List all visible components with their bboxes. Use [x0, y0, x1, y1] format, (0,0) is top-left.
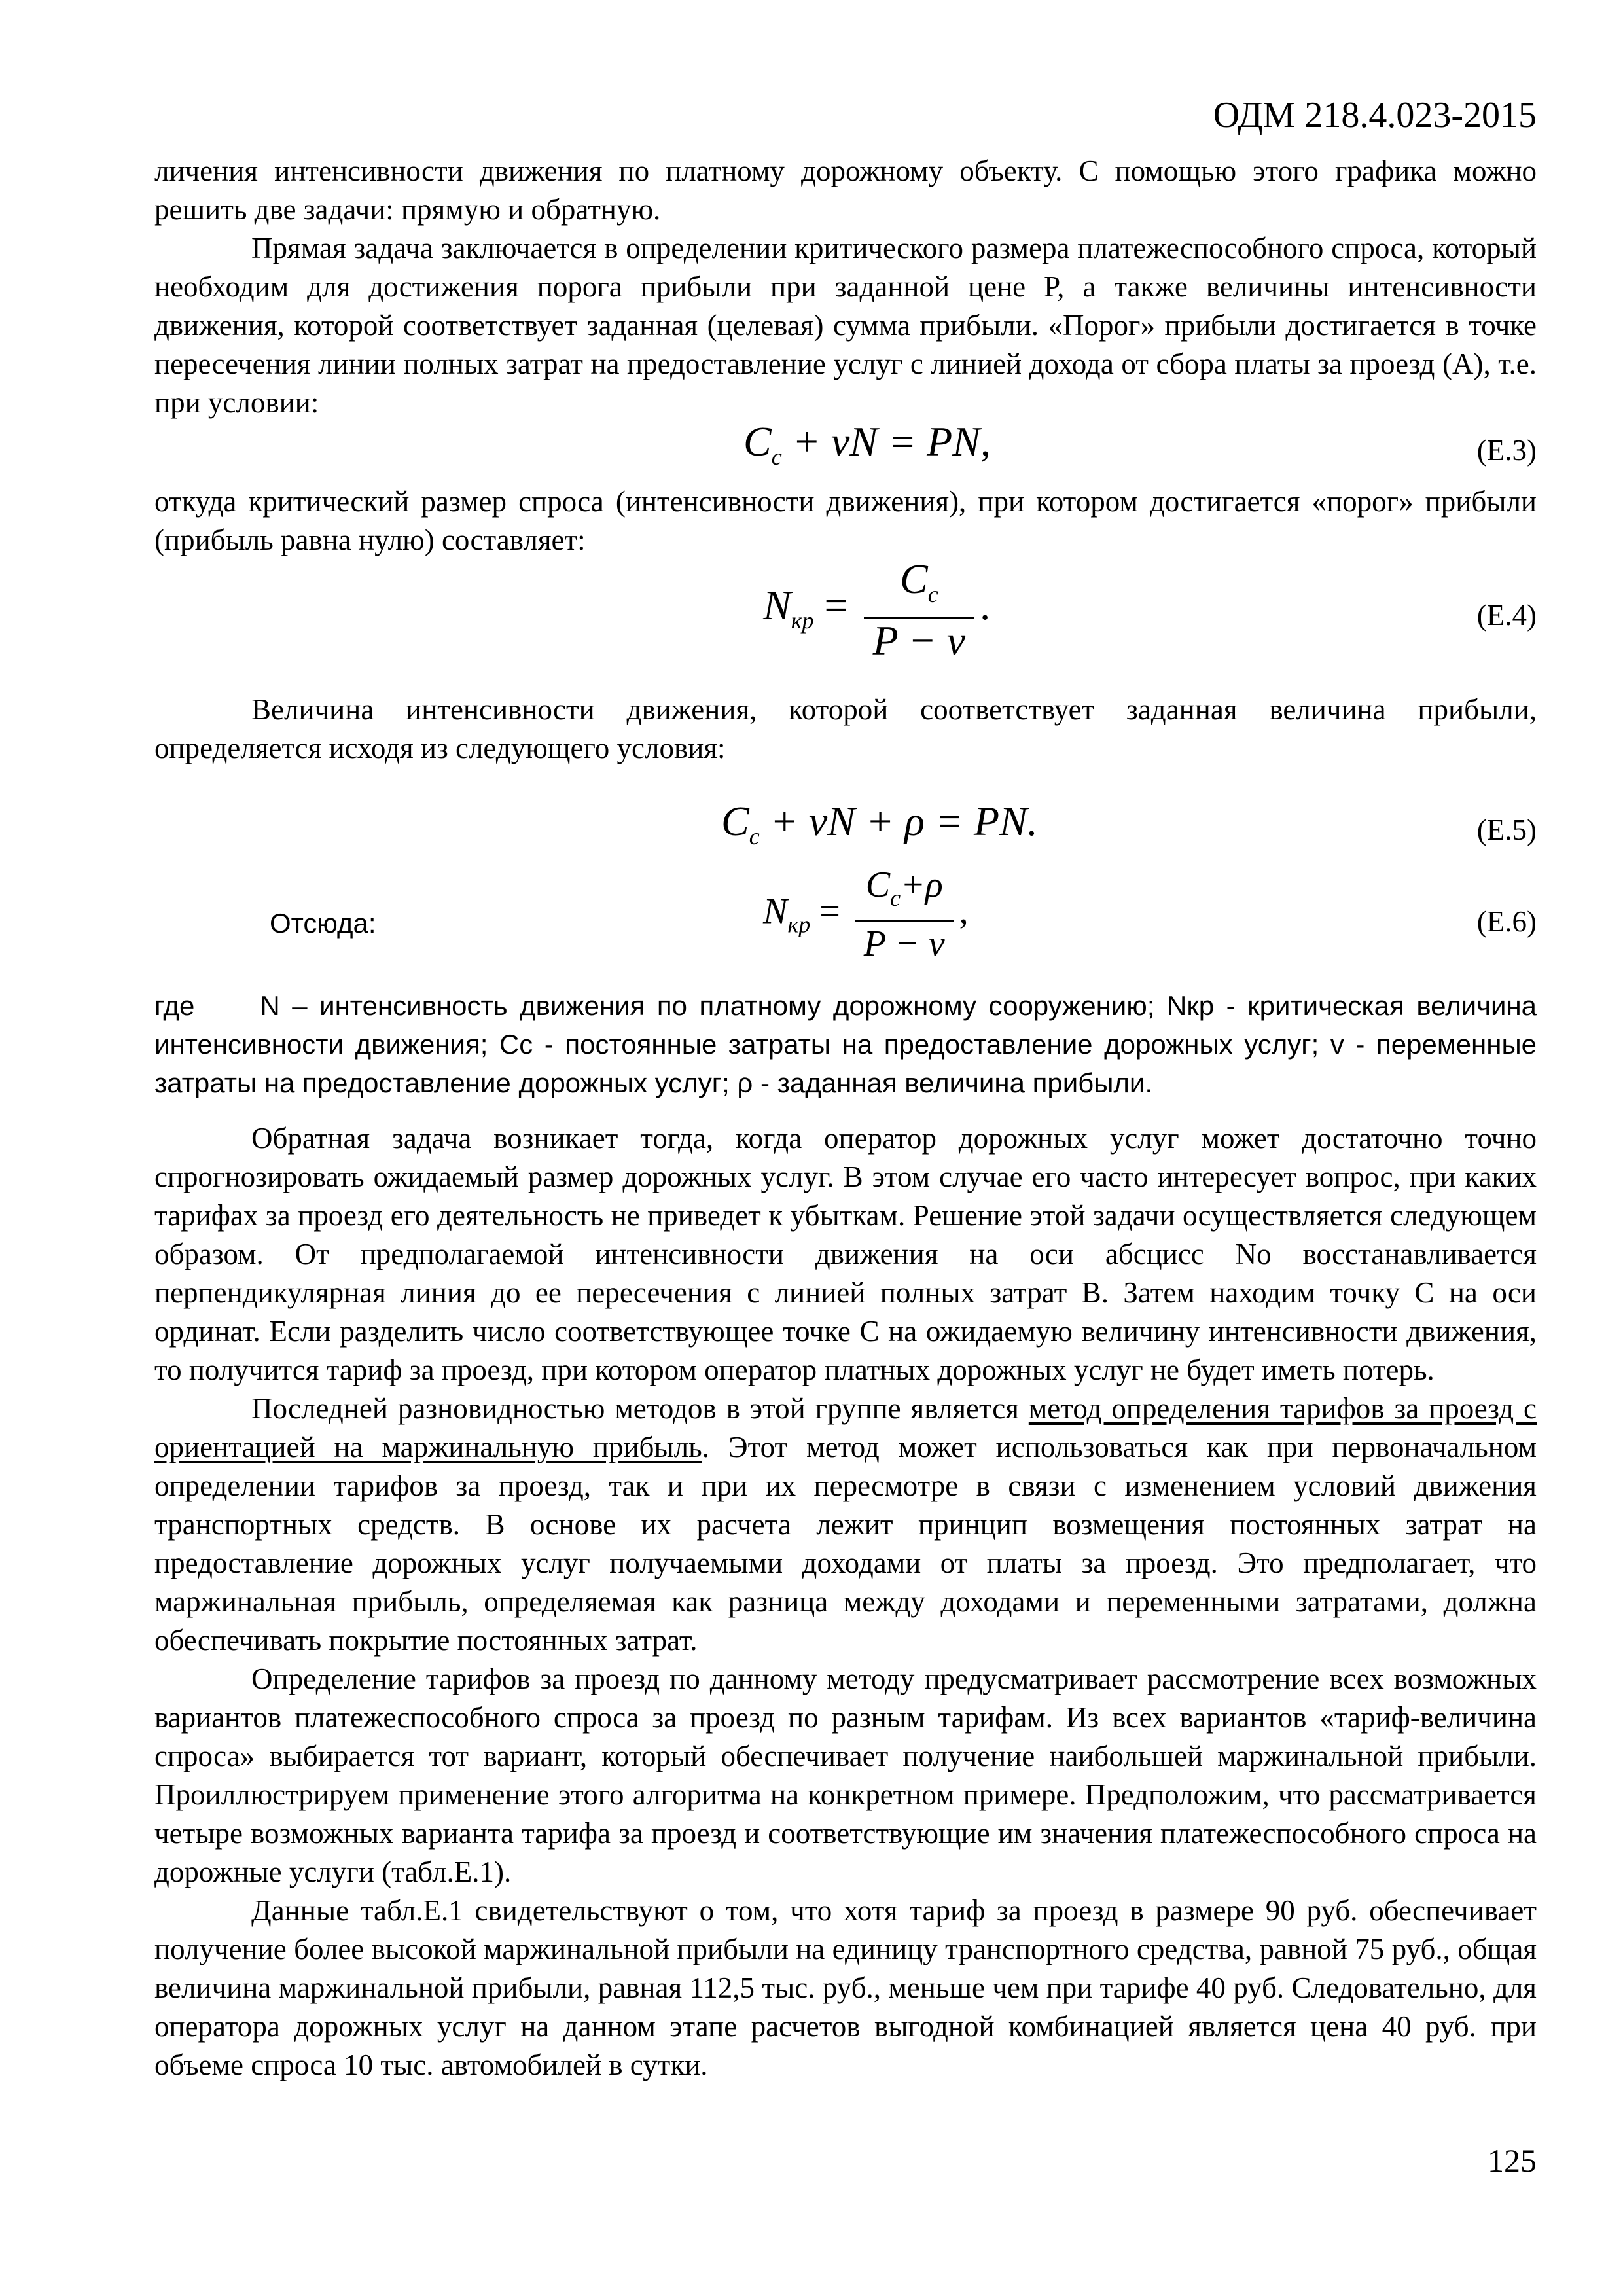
equation-e5: [154, 768, 1537, 866]
document-code-header: ОДМ 218.4.023-2015: [1213, 95, 1537, 135]
paragraph-direct-task: Прямая задача заключается в определении критического размера платежеспособного спроса, который необходим для достижения порога прибыли при заданной цене P, а также величины интенсивности движения, которой соответствует заданная (целевая) сумма прибыли. «Порог» прибыли достигается в точке пересечения линии полных затрат на предоставление услуг с линией дохода от сбора платы за проезд (А), т.е. при условии:: [154, 232, 1537, 419]
equation-e5-number: (Е.5): [1476, 814, 1537, 846]
where-definitions: N – интенсивность движения по платному дорожному сооружению; Nкр - критическая величина интенсивности движения; Cс - постоянные затраты на предоставление дорожных услуг; v - переменные затраты на предоставление дорожных услуг; ρ - заданная величина прибыли.: [154, 990, 1537, 1098]
paragraph-continuation: личения интенсивности движения по платному дорожному объекту. С помощью этого графика можно решить две задачи: прямую и обратную.: [154, 154, 1537, 226]
paragraph-profit-condition: Величина интенсивности движения, которой соответствует заданная величина прибыли, определяется исходя из следующего условия:: [154, 693, 1537, 764]
equation-e5-formula: $C_c$ + vN + ρ = PN.: [721, 798, 1038, 850]
otsyuda-label: Отсюда:: [270, 908, 376, 939]
equation-e3-number: (Е.3): [1476, 434, 1537, 467]
equation-e4-formula: $N_{кр}$ = $\frac{C_c}{P - v}$ .: [763, 556, 991, 664]
paragraph-table-conclusion: Данные табл.Е.1 свидетельствуют о том, что хотя тариф за проезд в размере 90 руб. обеспечивает получение более высокой маржинальной прибыли на единицу транспортного средства, равной 75 руб., общая величина маржинальной прибыли, равная 112,5 тыс. руб., меньше чем при тарифе 40 руб. Следовательно, для оператора дорожных услуг на данном этапе расчетов выгодной комбинацией является цена 40 руб. при объеме спроса 10 тыс. автомобилей в сутки.: [154, 1894, 1537, 2081]
paragraph-critical-demand: откуда критический размер спроса (интенсивности движения), при котором достигается «порог» прибыли (прибыль равна нулю) составляет:: [154, 485, 1537, 556]
paragraph-inverse-task: Обратная задача возникает тогда, когда оператор дорожных услуг может достаточно точно спрогнозировать ожидаемый размер дорожных услуг. В этом случае его часто интересует вопрос, при каких тарифах за проезд его деятельность не приведет к убыткам. Решение этой задачи осуществляется следующем образом. От предполагаемой интенсивности движения на оси абсцисс No восстанавливается перпендикулярная линия до ее пересечения с линией полных затрат В. Затем находим точку С на оси ординат. Если разделить число соответствующее точке С на ожидаемую величину интенсивности движения, то получится тариф за проезд, при котором оператор платных дорожных услуг не будет иметь потерь.: [154, 1122, 1537, 1386]
page-number: 125: [1488, 2142, 1537, 2179]
paragraph-margin-method: Последней разновидностью методов в этой группе является метод определения тарифов за проезд с ориентацией на маржинальную прибыль. Этот метод может использоваться как при первоначальном определении тарифов за проезд, так и при их пересмотре в связи с изменением условий движения транспортных средств. В основе их расчета лежит принцип возмещения постоянных затрат на предоставление дорожных услуг получаемыми доходами от платы за проезд. Это предполагает, что маржинальная прибыль, определяемая как разница между доходами и переменными затратами, должна обеспечивать покрытие постоянных затрат.: [154, 1392, 1537, 1657]
paragraph-tariff-determination: Определение тарифов за проезд по данному методу предусматривает рассмотрение всех возможных вариантов платежеспособного спроса за проезд по разным тарифам. Из всех вариантов «тариф-величина спроса» выбирается тот вариант, который обеспечивает получение наибольшей маржинальной прибыли. Проиллюстрируем применение этого алгоритма на конкретном примере. Предположим, что рассматривается четыре возможных варианта тарифа за проезд и соответствующие им значения платежеспособного спроса на дорожные услуги (табл.Е.1).: [154, 1662, 1537, 1888]
equation-e6: [154, 866, 1537, 977]
equation-e3-formula: $C_c$ + vN = PN,: [743, 418, 991, 470]
equation-e6-formula: $N_{кр}$ = $\frac{C_c+\rho}{P - v}$ ,: [763, 865, 969, 964]
document-body: [154, 152, 1537, 2085]
equation-e3: [154, 418, 1537, 476]
paragraph-legend: [154, 986, 1537, 1102]
method-underlined-phrase: метод определения тарифов за проезд с ориентацией на маржинальную прибыль: [154, 1392, 1537, 1463]
where-word: где: [154, 990, 195, 1021]
equation-e4-number: (Е.4): [1476, 599, 1537, 632]
equation-e4: [154, 556, 1537, 671]
equation-e6-number: (Е.6): [1476, 905, 1537, 938]
